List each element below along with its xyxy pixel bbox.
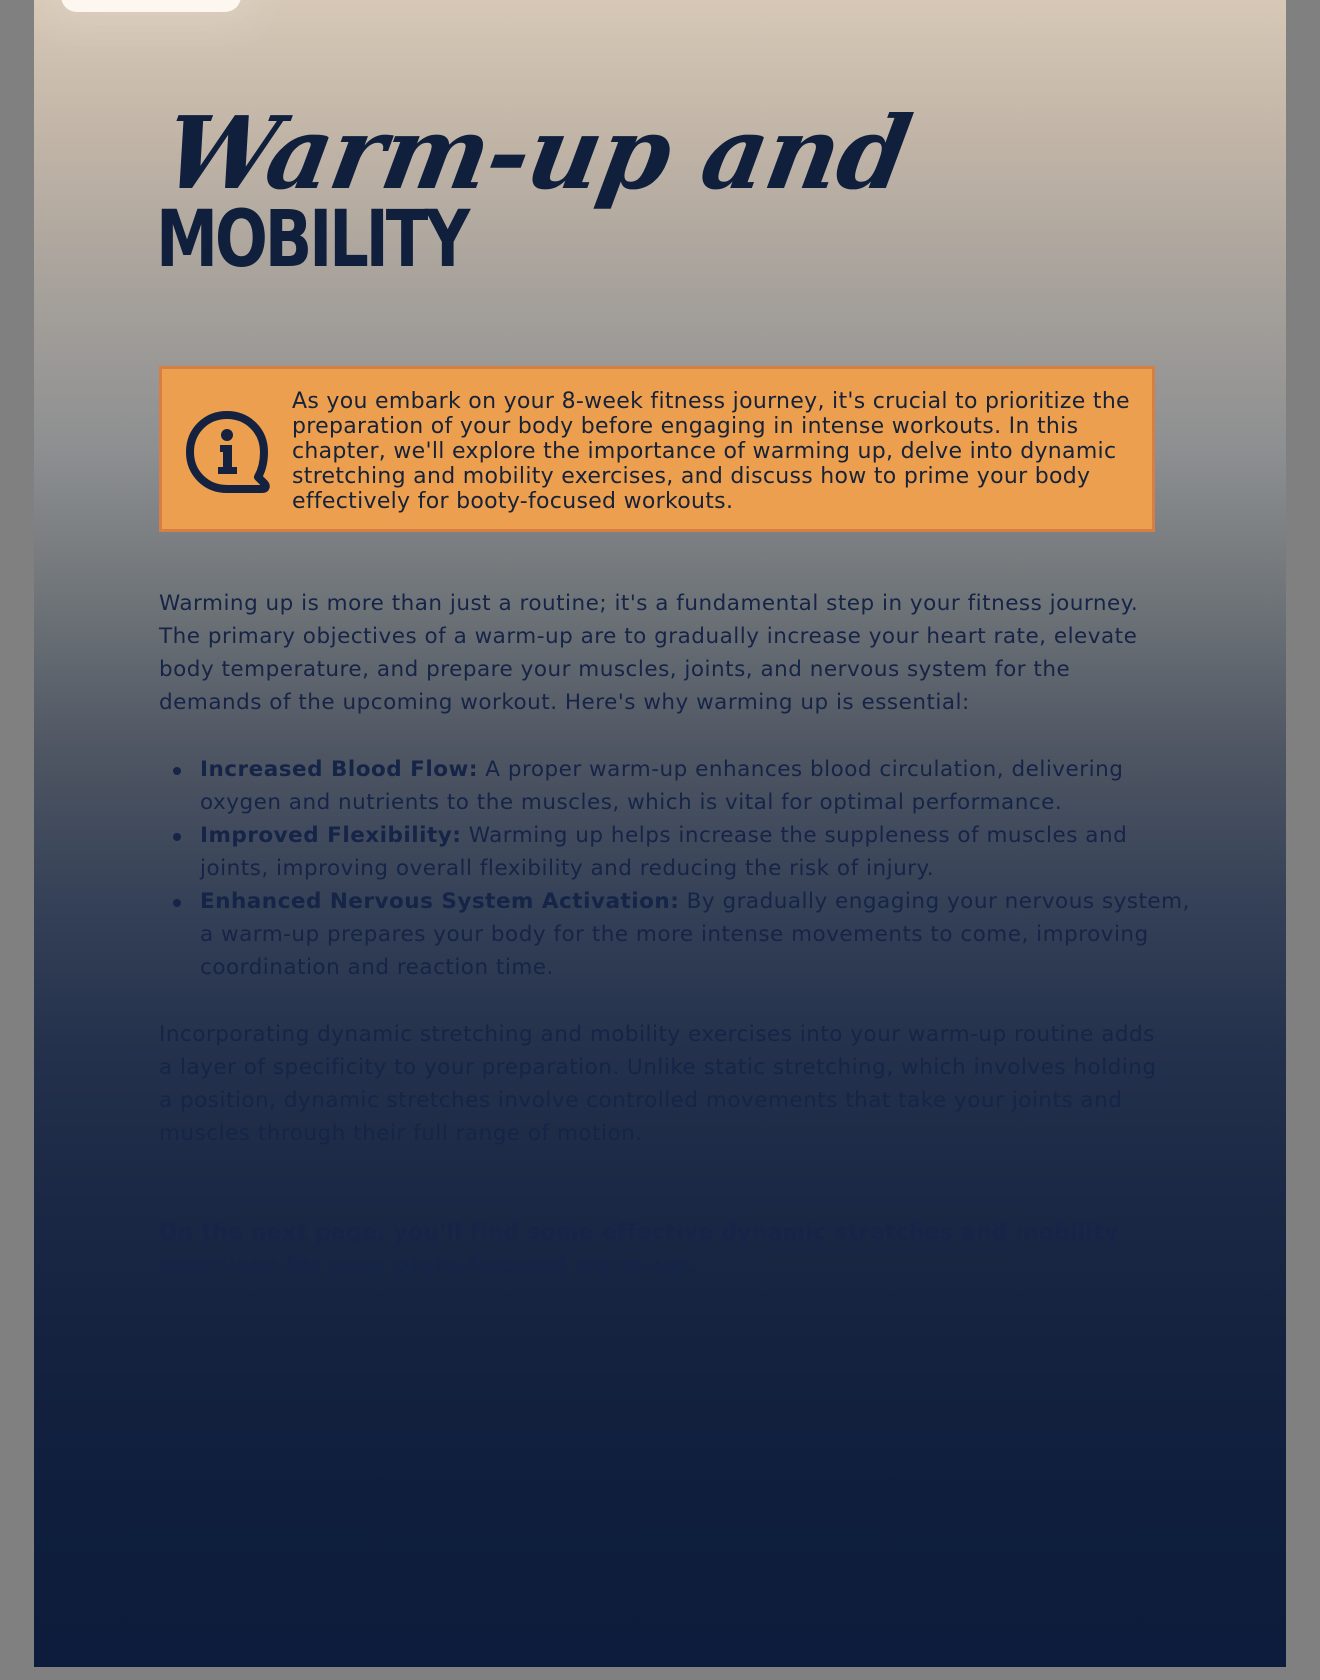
- benefits-list: [159, 753, 1200, 984]
- title-script: Warm-up and: [155, 94, 919, 212]
- top-tab-shape: [61, 0, 241, 12]
- benefit-text: By gradually engaging your nervous system, a warm-up prepares your body for the more intense movements to come, improving coordination and reaction time.: [200, 889, 1190, 980]
- list-item: [200, 885, 1200, 984]
- benefit-text: Warming up helps increase the suppleness of muscles and joints, improving overall flexibility and reducing the risk of injury.: [200, 823, 1128, 881]
- list-item: [200, 753, 1200, 819]
- benefit-label: Improved Flexibility:: [200, 823, 462, 848]
- callout-text: As you embark on your 8-week fitness journey, it's crucial to prioritize the preparation of your body before engaging in intense workouts. In this chapter, we'll explore the importance of warming up, delve into dynamic stretching and mobility exercises, and discuss how to prime your body effectively for booty-focused workouts.: [292, 389, 1130, 514]
- info-callout: [159, 366, 1155, 532]
- list-item: [200, 819, 1200, 885]
- document-page: [34, 0, 1286, 1667]
- intro-paragraph: Warming up is more than just a routine; it's a fundamental step in your fitness journey. The primary objectives of a warm-up are to gradually increase your heart rate, elevate body temperature, and prepare your muscles, joints, and nervous system for the demands of the upcoming workout. Here's why warming up is essential:: [159, 591, 1139, 715]
- dynamic-stretching-paragraph: Incorporating dynamic stretching and mobility exercises into your warm-up routine adds a layer of specificity to your preparation. Unlike static stretching, which involves holding a position, dynamic stretches involve controlled movements that take your joints and muscles through their full range of motion.: [159, 1022, 1157, 1146]
- benefit-label: Increased Blood Flow:: [200, 757, 478, 782]
- bullet-dot: [173, 767, 181, 775]
- bullet-dot: [173, 833, 181, 841]
- benefit-text: A proper warm-up enhances blood circulation, delivering oxygen and nutrients to the muscles, which is vital for optimal performance.: [200, 757, 1124, 815]
- next-page-note: On the next page, you'll find some effective dynamic stretches and mobility exercises for your glute-focused warm-up.: [159, 1220, 1119, 1278]
- title-bold: MOBILITY: [156, 195, 468, 285]
- benefit-label: Enhanced Nervous System Activation:: [200, 889, 680, 914]
- bullet-dot: [173, 899, 181, 907]
- info-chat-icon: [182, 407, 272, 497]
